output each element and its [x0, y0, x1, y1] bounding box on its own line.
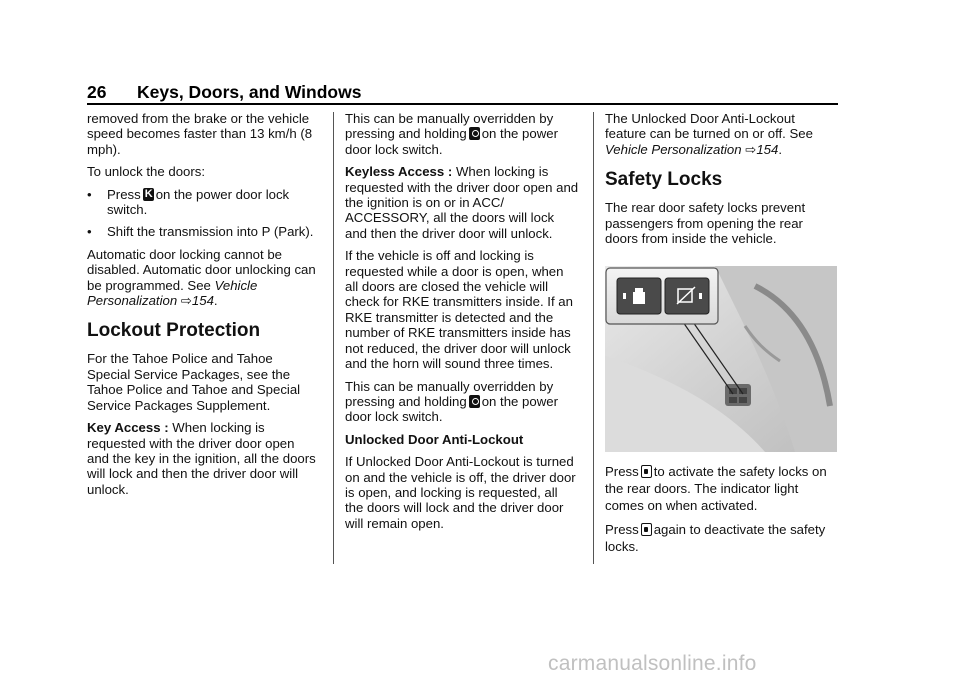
section-heading: Lockout Protection: [87, 320, 261, 342]
paragraph: Automatic door locking cannot be disabled. Automatic door unlocking can be programmed. See Vehicle Personalization ⇨154.: [87, 246, 316, 309]
column-divider-2: [593, 112, 594, 564]
bullet-item: [87, 187, 319, 218]
paragraph-text: Press: [605, 522, 639, 537]
page-reference[interactable]: 154: [191, 293, 214, 309]
paragraph: [345, 379, 579, 425]
bullet-text: on the power door lock switch.: [107, 186, 290, 218]
paragraph: [605, 463, 839, 514]
section-heading: Safety Locks: [605, 169, 723, 191]
section-title: Keys, Doors, and Windows: [137, 82, 362, 102]
paragraph: The Unlocked Door Anti-Lockout feature can be turned on or off. See Vehicle Personalization ⇨154.: [605, 111, 813, 157]
page-header: [87, 80, 837, 104]
lock-icon: [469, 127, 480, 140]
watermark: carmanualsonline.info: [548, 652, 757, 675]
window-switch: [729, 397, 737, 403]
paragraph-text: Automatic door locking cannot be disabled. Automatic door unlocking can be programmed. See: [87, 246, 316, 293]
paragraph: [605, 521, 839, 555]
paragraph: The rear door safety locks prevent passengers from opening the rear doors from inside the vehicle.: [605, 200, 806, 247]
unlock-icon: [143, 188, 154, 201]
paragraph-text: Press: [605, 464, 639, 479]
column-1: [87, 111, 319, 504]
paragraph-text: This can be manually overridden by pressing and holding: [345, 111, 554, 142]
cross-reference-link[interactable]: Vehicle Personalization: [605, 141, 742, 157]
door-switch-photo: [605, 266, 837, 452]
reference-arrow-icon: ⇨: [180, 293, 192, 309]
paragraph: To unlock the doors:: [87, 164, 206, 180]
bullet-dot: •: [87, 186, 92, 202]
bullet-item: [87, 224, 319, 239]
header-rule: [87, 103, 838, 105]
reference-arrow-icon: ⇨: [745, 141, 757, 157]
paragraph: [87, 420, 319, 497]
term-label: Key Access :: [87, 420, 169, 436]
cross-reference-link[interactable]: Vehicle Personalization: [87, 277, 258, 309]
column-3: [605, 111, 839, 253]
page-number: 26: [87, 82, 107, 102]
paragraph-text: This can be manually overridden by pressing and holding: [345, 378, 554, 409]
paragraph: For the Tahoe Police and Tahoe Special Service Packages, see the Tahoe Police and Tahoe and Special Service Packages Supplement.: [87, 351, 301, 413]
window-lockout-button: [665, 278, 709, 314]
bullet-text: Press: [107, 186, 141, 202]
paragraph: [345, 164, 579, 241]
column-divider-1: [333, 112, 334, 564]
column-3-lower: [605, 463, 839, 562]
page-reference[interactable]: 154: [756, 141, 779, 157]
window-switch: [739, 397, 747, 403]
paragraph-text: The Unlocked Door Anti-Lockout feature can be turned on or off. See: [605, 111, 813, 142]
paragraph: [345, 111, 579, 157]
bullet-text: Shift the transmission into P (Park).: [107, 224, 314, 240]
column-2: [345, 111, 579, 538]
paragraph-text: to activate the safety locks on the rear doors. The indicator light comes on when activated.: [605, 464, 827, 513]
paragraph-text: on the power door lock switch.: [345, 393, 558, 425]
safety-lock-icon: [641, 523, 652, 536]
paragraph: If Unlocked Door Anti-Lockout is turned on and the vehicle is off, the driver door is open, and locking is requested, all the doors will lock and the driver door will remain open.: [345, 454, 576, 531]
paragraph-text: When locking is requested with the driver door open and the ignition is on or in ACC/ ACCESSORY, all the doors will lock and then the driver door will unlock.: [345, 164, 579, 241]
paragraph-text: When locking is requested with the driver door open and the key in the ignition, all the doors will lock and then the driver door will unlock.: [87, 420, 316, 497]
indicator-light: [623, 293, 626, 299]
bullet-dot: •: [87, 224, 92, 240]
paragraph-text: on the power door lock switch.: [345, 126, 558, 157]
indicator-light: [699, 293, 702, 299]
safety-lock-icon: [641, 465, 652, 478]
subheading: Unlocked Door Anti-Lockout: [345, 431, 524, 447]
paragraph-text: again to deactivate the safety locks.: [605, 522, 826, 554]
term-label: Keyless Access :: [345, 164, 453, 180]
paragraph: If the vehicle is off and locking is requested while a door is open, when all doors are closed the vehicle will check for RKE transmitters inside. If an RKE transmitter is detected and the number of RKE transmitters inside has not reduced, the driver door will unlock and the horn will sound three times.: [345, 248, 573, 372]
lock-icon: [469, 395, 480, 408]
paragraph: removed from the brake or the vehicle speed becomes faster than 13 km/h (8 mph).: [87, 111, 313, 157]
